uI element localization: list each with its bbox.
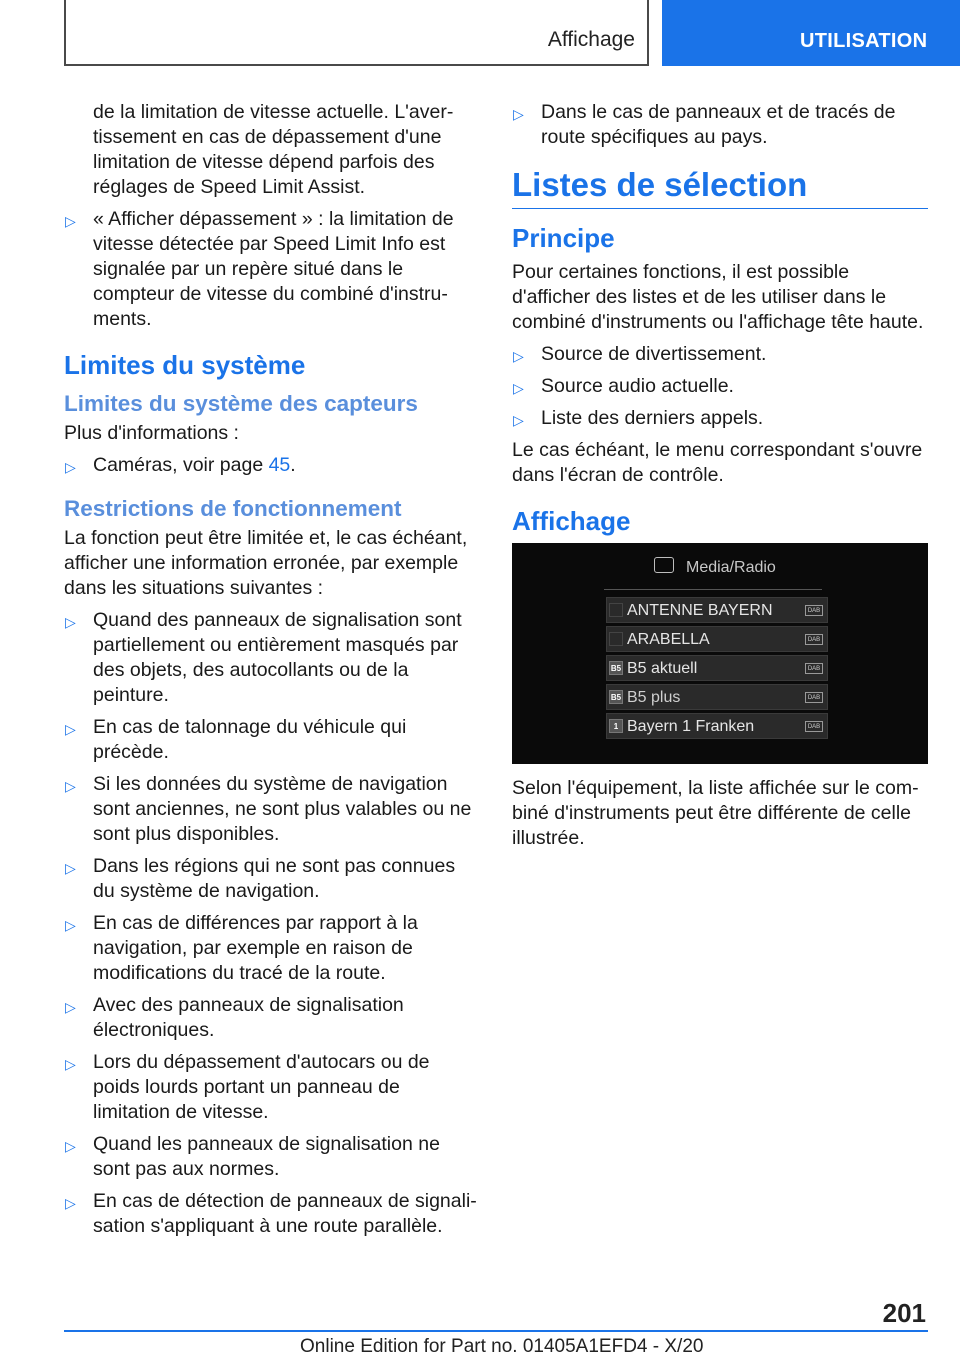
list-item: ▷ « Afficher dépassement » : la limitation de vitesse détectée par Speed Limit Info est signalée par un repère situé dans le compteur de vitesse du combiné d'instruments. <box>65 208 454 330</box>
bullet-triangle-icon: ▷ <box>65 1195 76 1211</box>
heading-principe: Principe <box>512 223 615 253</box>
header-section-label: UTILISATION <box>800 30 928 52</box>
list-item: ▷ Source de divertissement. <box>512 342 928 367</box>
bullet-triangle-icon: ▷ <box>65 1138 76 1154</box>
cameras-list <box>64 453 480 478</box>
bullet-triangle-icon: ▷ <box>65 778 76 794</box>
bullet-triangle-icon: ▷ <box>65 459 76 475</box>
restrictions-intro: La fonction peut être limitée et, le cas échéant, afficher une information erronée, par exemple dans les situations suivantes : <box>64 527 468 599</box>
bullet-triangle-icon: ▷ <box>65 614 76 630</box>
edition-note: Online Edition for Part no. 01405A1EFD4 - X/20 <box>300 1336 704 1357</box>
dab-badge-icon: DAB <box>805 721 823 732</box>
bullet-triangle-icon: ▷ <box>513 412 524 428</box>
bullet-triangle-icon: ▷ <box>513 348 524 364</box>
station-icon: B5 <box>609 661 623 675</box>
station-label: B5 aktuell <box>627 660 698 677</box>
bullet-triangle-icon: ▷ <box>65 860 76 876</box>
right-column <box>512 100 928 851</box>
instrument-cluster-screen <box>512 543 928 764</box>
header-section-tab <box>662 0 960 66</box>
dab-badge-icon: DAB <box>805 605 823 616</box>
list-item: ▷ Lors du dépassement d'autocars ou de poids lourds portant un panneau de limitation de vitesse. <box>65 1051 430 1123</box>
afficher-list <box>64 207 480 332</box>
heading-limites-systeme: Limites du système <box>64 350 306 380</box>
heading-restrictions: Restrictions de fonctionnement <box>64 496 402 521</box>
station-icon: 1 <box>609 719 623 733</box>
station-icon <box>609 632 623 646</box>
heading-limites-capteurs: Limites du système des capteurs <box>64 391 418 416</box>
station-label: B5 plus <box>627 689 681 706</box>
screen-heading: Media/Radio <box>686 559 776 576</box>
heading-listes-selection: Listes de sélection <box>512 166 928 209</box>
dab-badge-icon: DAB <box>805 634 823 645</box>
screen-caption: Selon l'équipement, la liste affichée sur le combiné d'instruments peut être différente de celle illustrée. <box>512 777 919 849</box>
plus-info-text: Plus d'informations : <box>64 422 239 444</box>
list-item: ▷ En cas de différences par rapport à la navigation, par exemple en raison de modifications du tracé de la route. <box>65 912 418 984</box>
list-item: ▷ En cas de talonnage du véhicule qui précède. <box>65 716 407 763</box>
dab-badge-icon: DAB <box>805 663 823 674</box>
heading-affichage: Affichage <box>512 506 631 536</box>
list-item: ▷ Quand les panneaux de signalisation ne sont pas aux normes. <box>65 1133 440 1180</box>
page-number: 201 <box>882 1298 926 1328</box>
station-row <box>606 713 828 739</box>
bullet-triangle-icon: ▷ <box>65 999 76 1015</box>
left-column <box>64 100 480 1246</box>
station-row <box>606 684 828 710</box>
screen-divider <box>604 589 822 590</box>
header-frame <box>64 0 649 66</box>
station-label: ARABELLA <box>627 631 710 648</box>
station-label: Bayern 1 Franken <box>627 718 755 735</box>
menu-text: Le cas échéant, le menu correspondant s'ouvre dans l'écran de contrôle. <box>512 439 923 486</box>
list-item: ▷ Avec des panneaux de signalisation électroniques. <box>65 994 404 1041</box>
list-item: ▷ Source audio actuelle. <box>512 374 928 399</box>
list-item: ▷ Dans les régions qui ne sont pas connues du système de navigation. <box>65 855 456 902</box>
bullet-triangle-icon: ▷ <box>513 380 524 396</box>
sources-list <box>512 342 928 431</box>
header-title: Affichage <box>547 28 635 51</box>
cameras-page-link[interactable]: 45 <box>268 454 291 476</box>
principe-text: Pour certaines fonctions, il est possible d'afficher des listes et de les utiliser dans le combiné d'instruments ou l'affichage tête haute. <box>512 261 924 333</box>
station-label: ANTENNE BAYERN <box>627 602 773 619</box>
restrictions-list <box>64 608 480 1239</box>
list-item: ▷ Liste des derniers appels. <box>512 406 928 431</box>
list-item: ▷ En cas de détection de panneaux de signalisation s'appliquant à une route parallèle. <box>65 1190 477 1237</box>
station-icon: B5 <box>609 690 623 704</box>
media-radio-icon <box>654 557 674 573</box>
intro-continuation: de la limitation de vitesse actuelle. L'avertissement en cas de dépassement d'une limitation de vitesse dépend parfois des réglages de Speed Limit Assist. <box>93 101 454 198</box>
station-icon <box>609 603 623 617</box>
pays-list <box>512 100 928 150</box>
list-item: ▷ Si les données du système de navigation sont anciennes, ne sont plus valables ou ne sont plus disponibles. <box>65 773 472 845</box>
list-item: ▷ Dans le cas de panneaux et de tracés de route spécifiques au pays. <box>513 101 896 148</box>
bullet-triangle-icon: ▷ <box>513 106 524 122</box>
footer-divider <box>64 1330 928 1332</box>
bullet-triangle-icon: ▷ <box>65 917 76 933</box>
station-row <box>606 626 828 652</box>
station-row <box>606 655 828 681</box>
list-item: ▷ Quand des panneaux de signalisation sont partiellement ou entièrement masqués par des objets, des autocollants ou de la peinture. <box>65 609 462 706</box>
list-item: ▷ Caméras, voir page 45. <box>64 453 480 478</box>
bullet-triangle-icon: ▷ <box>65 213 76 229</box>
station-row <box>606 597 828 623</box>
bullet-triangle-icon: ▷ <box>65 721 76 737</box>
dab-badge-icon: DAB <box>805 692 823 703</box>
bullet-triangle-icon: ▷ <box>65 1056 76 1072</box>
